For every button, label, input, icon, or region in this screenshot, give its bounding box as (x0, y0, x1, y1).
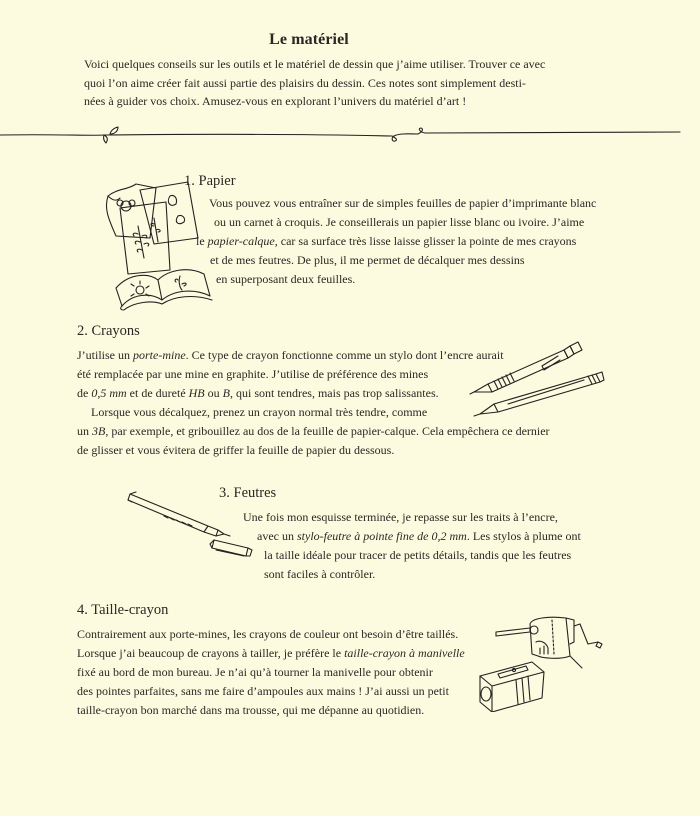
text-line (210, 251, 596, 270)
text-run: , par exemple, et gribouillez au dos de la feuille de papier-calque. Cela empêchera ce dernier (105, 424, 550, 438)
text-line (196, 232, 596, 251)
text-run: sont faciles à contrôler. (264, 567, 376, 581)
text-line (77, 701, 465, 720)
text-line (264, 546, 581, 565)
text-line (77, 625, 465, 644)
text-run: des pointes parfaites, sans me faire d’ampoules aux mains ! J’ai aussi un petit (77, 684, 449, 698)
text-run: de glisser et vous évitera de griffer la feuille de papier du dessous. (77, 443, 395, 457)
intro-line: quoi l’on aime créer fait aussi partie des plaisirs du dessin. Ces notes sont simplement desti- (84, 75, 526, 90)
text-run: , car sa surface très lisse laisse glisser la pointe de mes crayons (274, 234, 577, 248)
text-line (77, 663, 465, 682)
emphasis-term: B (222, 386, 230, 400)
text-run: J’utilise un (77, 348, 133, 362)
text-line (214, 213, 596, 232)
section-heading-papier: 1. Papier (184, 173, 236, 189)
section-text-papier (196, 194, 597, 289)
intro-line: nées à guider vos choix. Amusez-vous en explorant l’univers du matériel d’art ! (84, 94, 467, 108)
text-line (209, 194, 596, 213)
text-line (264, 565, 581, 584)
text-run: . Les stylos à plume ont (466, 529, 581, 543)
emphasis-term: HB (188, 386, 205, 400)
text-line (216, 270, 596, 289)
section-heading-feutres: 3. Feutres (219, 485, 277, 501)
text-run: Lorsque vous décalquez, prenez un crayon normal très tendre, comme (91, 405, 428, 419)
text-line (257, 527, 581, 546)
text-run: été remplacée par une mine en graphite. J’utilise de préférence des mines (77, 367, 429, 381)
text-run: et de mes feutres. De plus, il me permet de décalquer mes dessins (210, 253, 525, 267)
section-heading-crayons: 2. Crayons (77, 323, 140, 339)
text-run: Une fois mon esquisse terminée, je repasse sur les traits à l’encre, (243, 510, 558, 524)
intro-paragraph (84, 55, 544, 111)
text-run: en superposant deux feuilles. (216, 272, 356, 286)
text-line (77, 422, 550, 441)
text-run: de (77, 386, 92, 400)
text-line (243, 508, 581, 527)
section-heading-taille-crayon: 4. Taille-crayon (77, 602, 169, 618)
mechanical-pencil-and-pencil-icon (468, 338, 608, 418)
emphasis-term: stylo-feutre à pointe fine de 0,2 mm (296, 529, 467, 543)
text-run: Contrairement aux porte-mines, les crayons de couleur ont besoin d’être taillés. (77, 627, 459, 641)
text-line (77, 441, 550, 460)
text-run: ou (204, 386, 223, 400)
text-run: fixé au bord de mon bureau. Je n’ai qu’à tourner la manivelle pour obtenir (77, 665, 433, 679)
section-text-feutres (243, 508, 581, 584)
text-run: taille-crayon bon marché dans ma trousse, qui me dépanne au quotidien. (77, 703, 425, 717)
emphasis-term: taille-crayon à manivelle (344, 646, 465, 660)
text-line (77, 682, 465, 701)
text-run: avec un (257, 529, 297, 543)
section-text-taille-crayon (77, 625, 465, 720)
text-run: la taille idéale pour tracer de petits détails, tandis que les feutres (264, 548, 572, 562)
text-run: un (77, 424, 92, 438)
emphasis-term: 0,5 mm (91, 386, 127, 400)
text-run: le (196, 234, 208, 248)
text-run: et de dureté (126, 386, 189, 400)
pencil-sharpeners-icon (470, 612, 620, 712)
page-title: Le matériel (269, 31, 349, 48)
text-run: Vous pouvez vous entraîner sur de simples feuilles de papier d’imprimante blanc (209, 196, 597, 210)
emphasis-term: 3B (92, 424, 106, 438)
vine-divider-icon (0, 120, 700, 160)
text-run: , qui sont tendres, mais pas trop salissantes. (229, 386, 439, 400)
text-line (77, 644, 465, 663)
text-run: ou un carnet à croquis. Je conseillerais un papier lisse blanc ou ivoire. J’aime (214, 215, 585, 229)
text-run: . Ce type de crayon fonctionne comme un stylo dont l’encre aurait (185, 348, 504, 362)
intro-line: Voici quelques conseils sur les outils et le matériel de dessin que j’aime utiliser. Trouver ce avec (84, 57, 546, 71)
emphasis-term: papier-calque (207, 234, 275, 248)
text-run: Lorsque j’ai beaucoup de crayons à tailler, je préfère le (77, 646, 345, 660)
emphasis-term: porte-mine (133, 348, 186, 362)
